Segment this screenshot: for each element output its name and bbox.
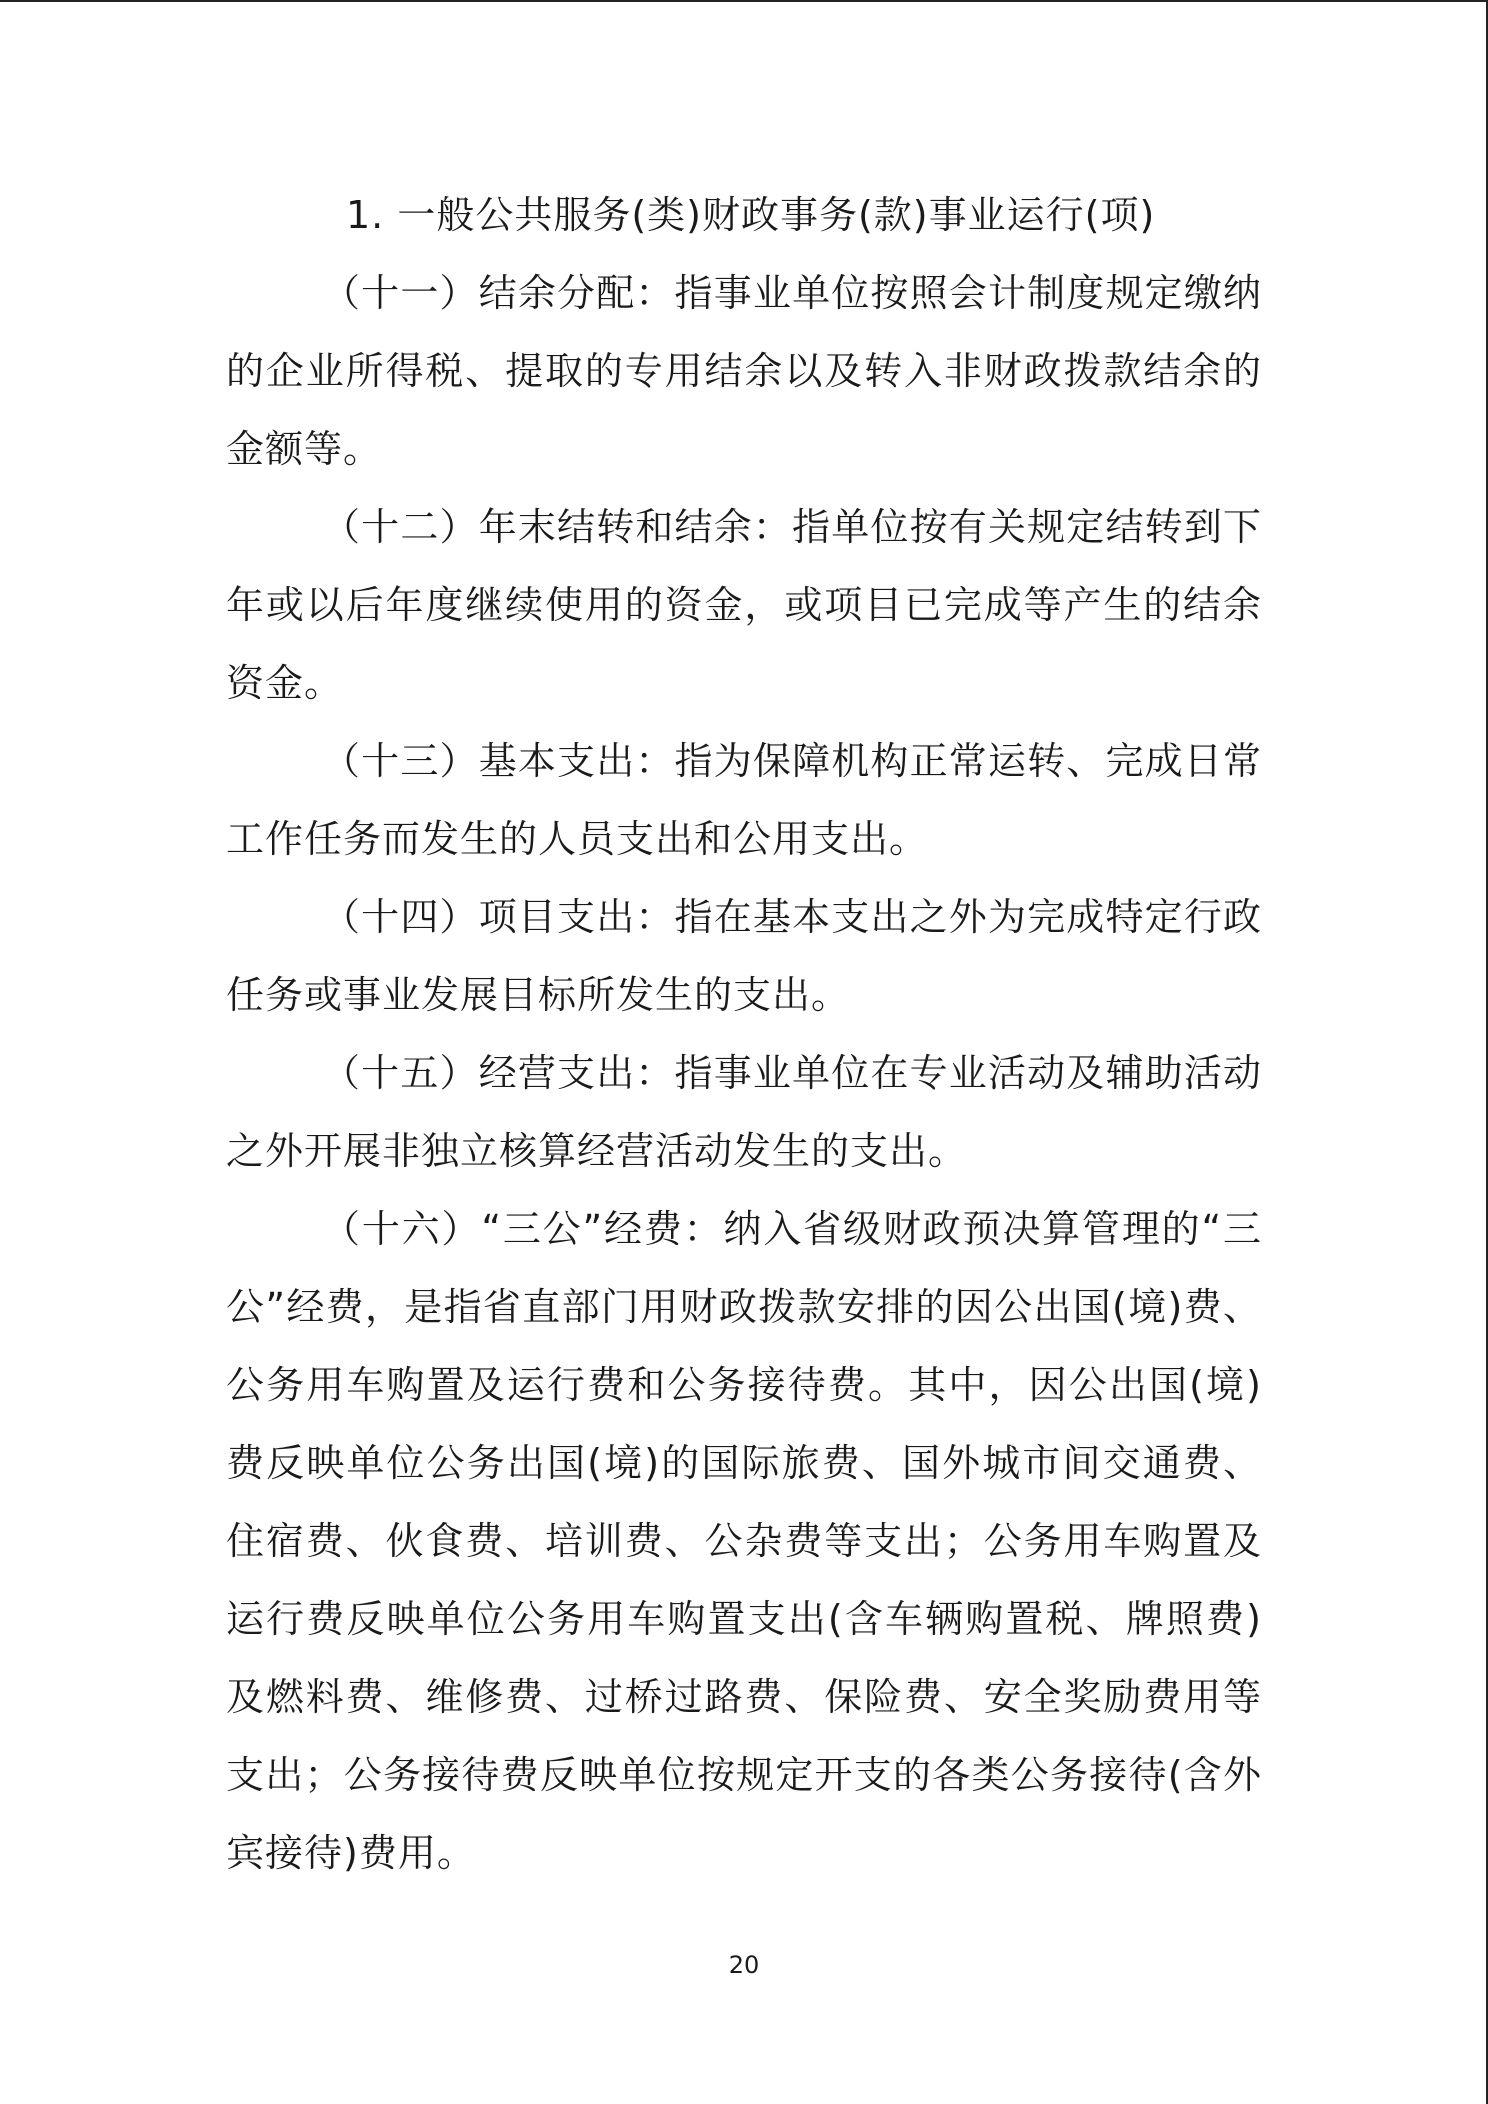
section-heading: 1. 一般公共服务(类)财政事务(款)事业运行(项)	[346, 193, 1156, 237]
paragraph-surplus-distribution: （十一）结余分配：指事业单位按照会计制度规定缴纳的企业所得税、提取的专用结余以及转入非财政拨款结余的金额等。	[226, 271, 1262, 471]
paragraph-three-public-expenses: （十六）“三公”经费：纳入省级财政预决算管理的“三公”经费，是指省直部门用财政拨款安排的因公出国(境)费、公务用车购置及运行费和公务接待费。其中，因公出国(境)费反映单位公务出国(境)的国际旅费、国外城市间交通费、住宿费、伙食费、培训费、公杂费等支出；公务用车购置及运行费反映单位公务用车购置支出(含车辆购置税、牌照费)及燃料费、维修费、过桥过路费、保险费、安全奖励费用等支出；公务接待费反映单位按规定开支的各类公务接待(含外宾接待)费用。	[226, 1207, 1262, 1875]
document-body	[226, 176, 1262, 1892]
paragraph-operating-expenditure: （十五）经营支出：指事业单位在专业活动及辅助活动之外开展非独立核算经营活动发生的支出。	[226, 1051, 1262, 1173]
paragraph-basic-expenditure: （十三）基本支出：指为保障机构正常运转、完成日常工作任务而发生的人员支出和公用支出。	[226, 739, 1262, 861]
page-number: 20	[728, 1951, 760, 1979]
paragraph-project-expenditure: （十四）项目支出：指在基本支出之外为完成特定行政任务或事业发展目标所发生的支出。	[226, 895, 1262, 1017]
paragraph-year-end-carryover: （十二）年末结转和结余：指单位按有关规定结转到下年或以后年度继续使用的资金，或项目已完成等产生的结余资金。	[226, 505, 1262, 705]
page-top-border	[0, 0, 1488, 2]
